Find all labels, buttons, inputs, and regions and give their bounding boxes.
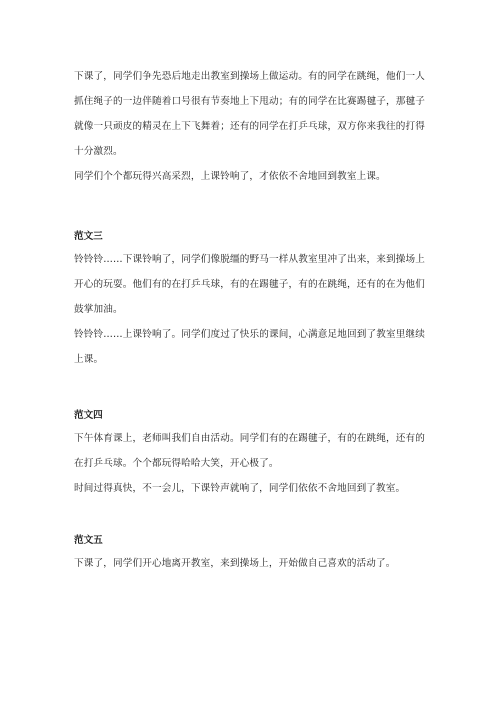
essay5-title: 范文五 [74,535,103,546]
essay4-paragraph-1: 下午体育课上，老师叫我们自由活动。同学们有的在踢毽子，有的在跳绳，还有的在打乒乓球。个个都玩得哈哈大笑，开心极了。 [74,433,425,469]
essay4-title: 范文四 [74,410,103,421]
essay3-paragraph-1: 铃铃铃……下课铃响了，同学们像脱缰的野马一样从教室里冲了出来，来到操场上开心的玩耍。他们有的在打乒乓球，有的在踢毽子，有的在跳绳，还有的在为他们鼓掌加油。 [74,254,425,315]
section-spacer [74,372,425,406]
essay4-paragraph-2: 时间过得真快，不一会儿，下课铃声就响了，同学们依依不舍地回到了教室。 [74,483,406,494]
intro-paragraph-2: 同学们个个都玩得兴高采烈，上课铃响了，才依依不舍地回到教室上课。 [74,171,386,182]
essay3-title: 范文三 [74,231,103,242]
section-spacer [74,189,425,227]
section-spacer [74,501,425,531]
essay3-paragraph-2: 铃铃铃……上课铃响了。同学们度过了快乐的课间，心满意足地回到了教室里继续上课。 [74,329,425,365]
intro-paragraph-1: 下课了，同学们争先恐后地走出教室到操场上做运动。有的同学在跳绳，他们一人抓住绳子的一边伴随着口号很有节奏地上下甩动；有的同学在比赛踢毽子，那毽子就像一只顽皮的精灵在上下飞舞着；还有的同学在打乒乓球，双方你来我往的打得十分激烈。 [74,71,425,157]
essay5-paragraph-1: 下课了，同学们开心地离开教室，来到操场上，开始做自己喜欢的活动了。 [74,558,396,569]
